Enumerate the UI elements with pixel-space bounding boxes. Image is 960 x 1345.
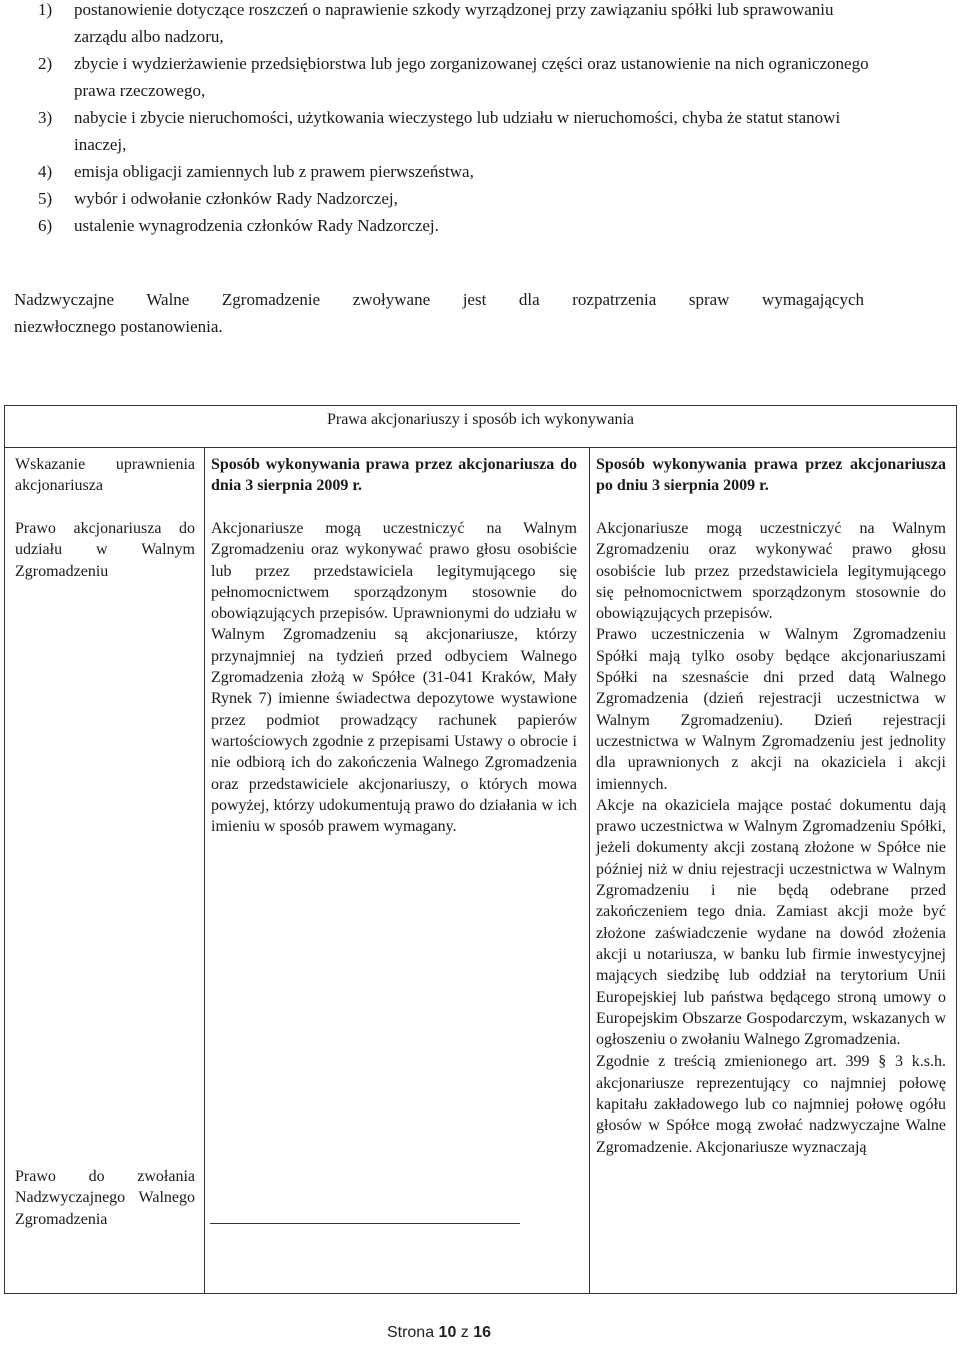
col3-body xyxy=(596,518,946,1158)
col1-right-to-attend: Prawo akcjonariusza do udziału w Walnym Zgromadzeniu xyxy=(15,520,195,580)
agenda-list xyxy=(14,0,874,239)
col3-paragraph: Zgodnie z treścią zmienionego art. 399 § 3 k.s.h. akcjonariusze reprezentujący co najmniej połowę kapitału zakładowego lub co najmniej połowę ogółu głosów w Spółce mogą zwołać nadzwyczajne Walne Zgromadzenie. Akcjonariusze wyznaczają xyxy=(596,1053,946,1156)
col3-paragraph: Akcje na okaziciela mające postać dokumentu dają prawo uczestnictwa w Walnym Zgromadzeniu Spółki, jeżeli dokumenty akcji zostaną złożone w Spółce nie później niż w dniu rejestracji uczestnictwa w Walnym Zgromadzeniu i nie będą odebrane przed zakończeniem tego dnia. Zamiast akcji może być złożone zaświadczenie wydane na dowód złożenia akcji u notariusza, w banku lub firmie inwestycyjnej mających siedzibę lub oddział na terytorium Unii Europejskiej lub państwa będącego stroną umowy o Europejskim Obszarze Gospodarczym, wskazanych w ogłoszeniu o zwołaniu Walnego Zgromadzenia. xyxy=(596,796,946,1049)
list-item xyxy=(14,158,874,185)
list-item-text: zbycie i wydzierżawienie przedsiębiorstwa lub jego zorganizowanej części oraz ustanowienie na nich ograniczonego prawa rzeczowego, xyxy=(74,54,869,100)
list-item-number: 4) xyxy=(38,162,53,181)
page-total: 16 xyxy=(473,1324,492,1341)
col3-paragraph: Akcjonariusze mogą uczestniczyć na Walnym Zgromadzeniu oraz wykonywać prawo głosu osobiście lub przez przedstawiciela legitymującego się pełnomocnictwem sporządzonym stosownie do obowiązujących przepisów. xyxy=(596,520,946,623)
paragraph-line-2: niezwłocznego postanowienia. xyxy=(14,317,223,336)
extraordinary-meeting-paragraph xyxy=(14,286,864,340)
col1-right-to-convene: Prawo do zwołania Nadzwyczajnego Walnego Zgromadzenia xyxy=(15,1168,195,1228)
list-item-text: postanowienie dotyczące roszczeń o naprawienie szkody wyrządzonej przy zawiązaniu spółki lub sprawowaniu zarządu albo nadzoru, xyxy=(74,0,834,46)
list-item-number: 5) xyxy=(38,189,53,208)
list-item xyxy=(14,50,874,104)
separator-line xyxy=(210,1223,520,1224)
paragraph-line-1: Nadzwyczajne Walne Zgromadzenie zwoływane jest dla rozpatrzenia spraw wymagających xyxy=(14,290,864,309)
list-item xyxy=(14,212,874,239)
col3-heading: Sposób wykonywania prawa przez akcjonariusza po dniu 3 sierpnia 2009 r. xyxy=(596,456,946,495)
page-number: 10 xyxy=(438,1324,457,1341)
list-item-number: 1) xyxy=(38,0,53,19)
list-item-number: 3) xyxy=(38,108,53,127)
list-item-number: 2) xyxy=(38,54,53,73)
list-item-text: ustalenie wynagrodzenia członków Rady Nadzorczej. xyxy=(74,216,439,235)
list-item-text: emisja obligacji zamiennych lub z prawem pierwszeństwa, xyxy=(74,162,474,181)
list-item xyxy=(14,185,874,212)
list-item-text: wybór i odwołanie członków Rady Nadzorczej, xyxy=(74,189,398,208)
col2-body: Akcjonariusze mogą uczestniczyć na Walnym Zgromadzeniu oraz wykonywać prawo głosu osobiście lub przez przedstawiciela legitymującego się pełnomocnictwem sporządzonym stosownie do obowiązujących przepisów. Uprawnionymi do udziału w Walnym Zgromadzeniu są akcjonariusze, którzy przynajmniej na tydzień przed odbyciem Walnego Zgromadzenia złożą w Spółce (31-041 Kraków, Mały Rynek 7) imienne świadectwa depozytowe wystawione przez podmiot prowadzący rachunek papierów wartościowych zgodnie z przepisami Ustawy o obrocie i nie odbiorą ich do zakończenia Walnego Zgromadzenia oraz przedstawiciele akcjonariuszy, o których mowa powyżej, którzy udokumentują prawo do działania w ich imieniu w sposób prawem wymagany. xyxy=(211,520,577,836)
page-footer: Strona 10 z 16 xyxy=(386,1324,492,1341)
col1-heading: Wskazanie uprawnienia akcjonariusza xyxy=(15,456,195,495)
list-item-number: 6) xyxy=(38,216,53,235)
shareholder-rights-table xyxy=(4,405,957,1294)
column-divider xyxy=(204,448,205,1293)
table-header: Prawa akcjonariuszy i sposób ich wykonywania xyxy=(5,406,956,448)
column-divider xyxy=(589,448,590,1293)
list-item-text: nabycie i zbycie nieruchomości, użytkowania wieczystego lub udziału w nieruchomości, chyba że statut stanowi inaczej, xyxy=(74,108,841,154)
list-item xyxy=(14,0,874,50)
col3-paragraph: Prawo uczestniczenia w Walnym Zgromadzeniu Spółki mają tylko osoby będące akcjonariuszami Spółki na szesnaście dni przed datą Walnego Zgromadzenia (dzień rejestracji uczestnictwa w Walnym Zgromadzeniu). Dzień rejestracji uczestnictwa w Walnym Zgromadzeniu jest jednolity dla uprawnionych z akcji na okaziciela i akcji imiennych. xyxy=(596,626,946,793)
list-item xyxy=(14,104,874,158)
col2-heading: Sposób wykonywania prawa przez akcjonariusza do dnia 3 sierpnia 2009 r. xyxy=(211,456,577,495)
